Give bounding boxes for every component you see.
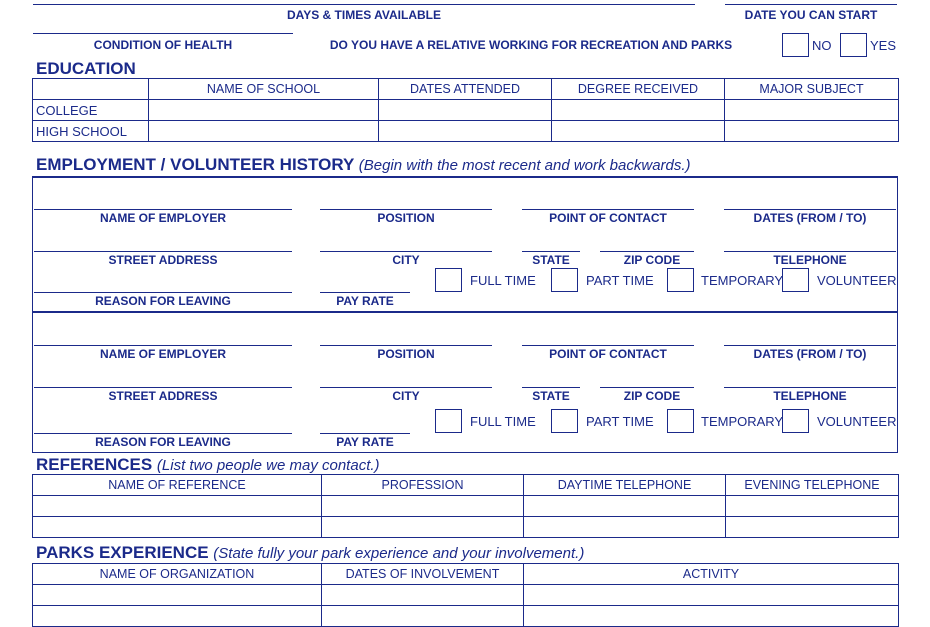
dates-line (724, 345, 896, 346)
days-times-line (33, 4, 695, 5)
part-time-checkbox[interactable] (551, 409, 578, 433)
no-label: NO (812, 38, 832, 53)
volunteer-checkbox[interactable] (782, 268, 809, 292)
parks-table (32, 563, 899, 627)
position-label: POSITION (377, 347, 435, 361)
pay-label: PAY RATE (336, 294, 394, 308)
contact-label: POINT OF CONTACT (549, 211, 667, 225)
evening-phone-header: EVENING TELEPHONE (726, 475, 899, 496)
reason-line (34, 433, 292, 434)
telephone-line (724, 251, 896, 252)
state-label: STATE (532, 253, 570, 267)
activity-field[interactable] (524, 606, 899, 627)
part-time-checkbox[interactable] (551, 268, 578, 292)
full-time-label: FULL TIME (470, 273, 536, 288)
zip-label: ZIP CODE (623, 253, 681, 267)
college-school-field[interactable] (149, 100, 379, 121)
telephone-line (724, 387, 896, 388)
temporary-label: TEMPORARY (701, 414, 784, 429)
school-name-header: NAME OF SCHOOL (149, 79, 379, 100)
daytime-phone-header: DAYTIME TELEPHONE (524, 475, 726, 496)
parks-note: (State fully your park experience and your involvement.) (213, 545, 585, 562)
zip-line (600, 251, 694, 252)
evening-phone-field[interactable] (726, 496, 899, 517)
high-school-label: HIGH SCHOOL (33, 121, 149, 142)
reason-line (34, 292, 292, 293)
temporary-checkbox[interactable] (667, 268, 694, 292)
street-label: STREET ADDRESS (108, 253, 218, 267)
street-line (34, 251, 292, 252)
profession-header: PROFESSION (322, 475, 524, 496)
employment-block-2 (32, 312, 898, 453)
college-major-field[interactable] (725, 100, 899, 121)
employer-label: NAME OF EMPLOYER (99, 211, 226, 225)
college-degree-field[interactable] (552, 100, 725, 121)
college-label: COLLEGE (33, 100, 149, 121)
city-label: CITY (392, 389, 420, 403)
parks-title-text: PARKS EXPERIENCE (36, 543, 209, 562)
date-start-line (725, 4, 897, 5)
education-header-row (33, 79, 899, 100)
full-time-checkbox[interactable] (435, 409, 462, 433)
references-title (36, 455, 380, 475)
reason-label: REASON FOR LEAVING (95, 294, 231, 308)
employment-note: (Begin with the most recent and work backwards.) (358, 157, 691, 174)
zip-line (600, 387, 694, 388)
degree-header: DEGREE RECEIVED (552, 79, 725, 100)
references-table (32, 474, 899, 538)
city-label: CITY (392, 253, 420, 267)
part-time-label: PART TIME (586, 273, 654, 288)
condition-line (33, 33, 293, 34)
hs-dates-field[interactable] (379, 121, 552, 142)
reference-name-field[interactable] (33, 517, 322, 538)
organization-field[interactable] (33, 585, 322, 606)
volunteer-label: VOLUNTEER (817, 273, 897, 288)
education-table (32, 78, 899, 142)
pay-line (320, 433, 410, 434)
references-header-row (33, 475, 899, 496)
street-line (34, 387, 292, 388)
reason-label: REASON FOR LEAVING (95, 435, 231, 449)
temporary-checkbox[interactable] (667, 409, 694, 433)
major-header: MAJOR SUBJECT (725, 79, 899, 100)
parks-title (36, 543, 584, 563)
education-title: EDUCATION (36, 59, 136, 78)
full-time-label: FULL TIME (470, 414, 536, 429)
employer-line (34, 345, 292, 346)
reference-name-field[interactable] (33, 496, 322, 517)
date-start-label: DATE YOU CAN START (744, 8, 878, 22)
employer-line (34, 209, 292, 210)
organization-header: NAME OF ORGANIZATION (33, 564, 322, 585)
dates-line (724, 209, 896, 210)
contact-label: POINT OF CONTACT (549, 347, 667, 361)
employment-title-text: EMPLOYMENT / VOLUNTEER HISTORY (36, 155, 354, 174)
education-corner-cell (33, 79, 149, 100)
activity-field[interactable] (524, 585, 899, 606)
days-times-label: DAYS & TIMES AVAILABLE (286, 8, 441, 22)
organization-field[interactable] (33, 606, 322, 627)
involvement-dates-header: DATES OF INVOLVEMENT (322, 564, 524, 585)
daytime-phone-field[interactable] (524, 496, 726, 517)
dates-label: DATES (FROM / TO) (753, 347, 867, 361)
table-row (33, 100, 899, 121)
city-line (320, 387, 492, 388)
profession-field[interactable] (322, 517, 524, 538)
table-row (33, 517, 899, 538)
yes-checkbox[interactable] (840, 33, 867, 57)
state-line (522, 387, 580, 388)
telephone-label: TELEPHONE (773, 389, 847, 403)
zip-label: ZIP CODE (623, 389, 681, 403)
activity-header: ACTIVITY (524, 564, 899, 585)
references-note: (List two people we may contact.) (156, 457, 380, 474)
contact-line (522, 345, 694, 346)
state-label: STATE (532, 389, 570, 403)
state-line (522, 251, 580, 252)
employment-title (36, 155, 691, 175)
position-line (320, 209, 492, 210)
no-checkbox[interactable] (782, 33, 809, 57)
part-time-label: PART TIME (586, 414, 654, 429)
parks-header-row (33, 564, 899, 585)
employer-label: NAME OF EMPLOYER (99, 347, 226, 361)
full-time-checkbox[interactable] (435, 268, 462, 292)
city-line (320, 251, 492, 252)
table-row (33, 121, 899, 142)
table-row (33, 496, 899, 517)
pay-line (320, 292, 410, 293)
profession-field[interactable] (322, 496, 524, 517)
evening-phone-field[interactable] (726, 517, 899, 538)
employment-top-rule (32, 176, 898, 178)
dates-attended-header: DATES ATTENDED (379, 79, 552, 100)
condition-label: CONDITION OF HEALTH (93, 38, 233, 52)
temporary-label: TEMPORARY (701, 273, 784, 288)
pay-label: PAY RATE (336, 435, 394, 449)
daytime-phone-field[interactable] (524, 517, 726, 538)
hs-school-field[interactable] (149, 121, 379, 142)
relative-question: DO YOU HAVE A RELATIVE WORKING FOR RECREATION AND PARKS (329, 38, 733, 52)
hs-major-field[interactable] (725, 121, 899, 142)
hs-degree-field[interactable] (552, 121, 725, 142)
telephone-label: TELEPHONE (773, 253, 847, 267)
volunteer-checkbox[interactable] (782, 409, 809, 433)
table-row (33, 585, 899, 606)
references-title-text: REFERENCES (36, 455, 153, 474)
reference-name-header: NAME OF REFERENCE (33, 475, 322, 496)
yes-label: YES (870, 38, 897, 53)
contact-line (522, 209, 694, 210)
college-dates-field[interactable] (379, 100, 552, 121)
table-row (33, 606, 899, 627)
volunteer-label: VOLUNTEER (817, 414, 897, 429)
involvement-dates-field[interactable] (322, 585, 524, 606)
position-line (320, 345, 492, 346)
street-label: STREET ADDRESS (108, 389, 218, 403)
dates-label: DATES (FROM / TO) (753, 211, 867, 225)
position-label: POSITION (377, 211, 435, 225)
involvement-dates-field[interactable] (322, 606, 524, 627)
